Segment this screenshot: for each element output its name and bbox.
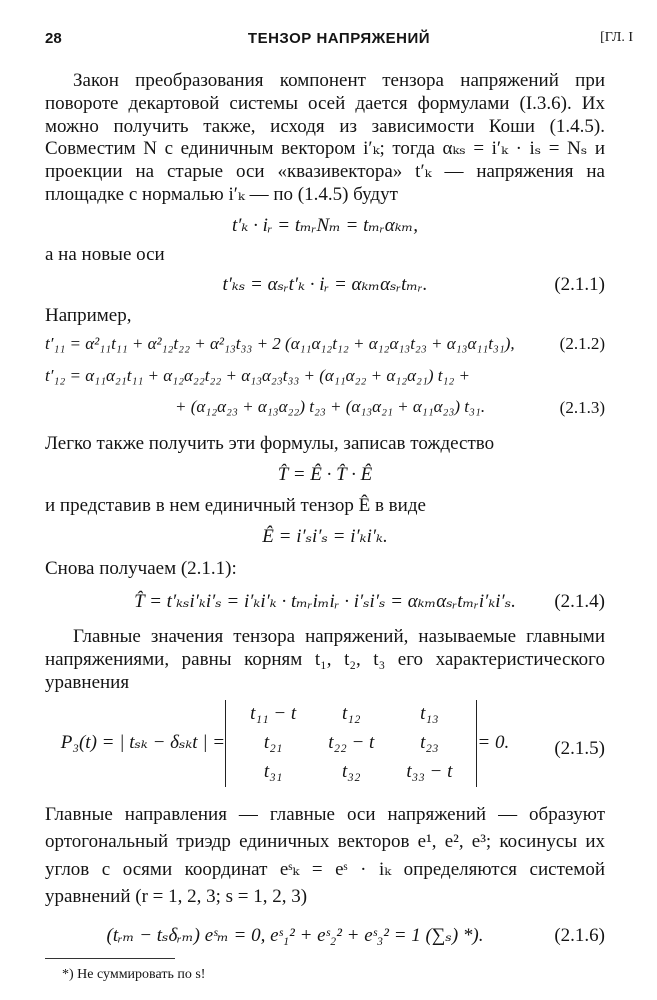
paragraph-4: Легко также получить эти формулы, записав тождество xyxy=(45,433,495,455)
equation-2-1-5-rhs: = 0. xyxy=(477,732,510,754)
equation-identity: T̂ = Ê · T̂ · Ê xyxy=(277,463,373,485)
equation-2-1-4-number: (2.1.4) xyxy=(554,591,605,613)
equation-projection: t′ₖ · iᵣ = tₘᵣNₘ = tₘᵣαₖₘ, xyxy=(231,214,419,236)
page-body xyxy=(45,70,605,948)
det-cell: t₂₁ xyxy=(263,732,283,754)
equation-2-1-6-body: (tᵣₘ − tₛδᵣₘ) eˢₘ = 0, eˢ₁² + eˢ₂² + eˢ₃² = 1 (∑ₛ) *). xyxy=(106,924,484,946)
equation-2-1-1-number: (2.1.1) xyxy=(554,274,605,296)
equation-2-1-5-number: (2.1.5) xyxy=(554,738,605,760)
det-cell: t₃₁ xyxy=(263,760,283,782)
equation-2-1-6-number: (2.1.6) xyxy=(554,924,605,946)
running-title: ТЕНЗОР НАПРЯЖЕНИЙ xyxy=(247,30,431,47)
equation-2-1-2-number: (2.1.2) xyxy=(559,333,605,353)
equation-2-1-5 xyxy=(45,700,605,786)
paragraph-8: Главные направления — главные оси напряжений — образуют ортогональный триэдр единичных векторов e¹, e², e³; косинусы их углов с осями координат eˢₖ = eˢ · iₖ определяются системой уравнений (r = 1, 2, 3; s = 1, 2, 3) xyxy=(45,803,605,908)
det-cell: t₁₃ xyxy=(420,703,439,725)
det-cell: t₃₃ − t xyxy=(406,760,453,782)
page-number: 28 xyxy=(45,30,62,47)
equation-2-1-3-line-2: + (α₁₂α₂₃ + α₁₃α₂₂) t₂₃ + (α₁₃α₂₁ + α₁₁α₂₃) t₃₁. xyxy=(175,396,486,416)
equation-2-1-1 xyxy=(45,274,605,297)
equation-2-1-4 xyxy=(45,591,605,614)
equation-unit-tensor: Ê = i′ₛi′ₛ = i′ₖi′ₖ. xyxy=(262,525,388,547)
paragraph-1: Закон преобразования компонент тензора напряжений при повороте декартовой системы осей дается формулами (I.3.6). Их можно получить также, исходя из зависимости Коши (1.4.5). Совместим N с единичным вектором i′ₖ; тогда αₖₛ = i′ₖ · iₛ = Nₛ и проекции на старые оси «квазивектора» t′ₖ — напряжения на площадке с нормалью i′ₖ — по (1.4.5) будут xyxy=(45,70,605,205)
det-cell: t₂₂ − t xyxy=(328,732,375,754)
paragraph-7: Главные значения тензора напряжений, называемые главными напряжениями, равны корням t₁, t₂, t₃ его характеристического уравнения xyxy=(45,625,605,693)
paragraph-2: а на новые оси xyxy=(45,243,165,265)
equation-2-1-5-lhs: P₃(t) = | tₛₖ − δₛₖt | = xyxy=(60,732,226,754)
footnote: *) Не суммировать по s! xyxy=(62,967,206,982)
equation-2-1-1-body: t′ₖₛ = αₛᵣt′ₖ · iᵣ = αₖₘαₛᵣtₘᵣ. xyxy=(222,274,428,296)
equation-2-1-2 xyxy=(45,334,605,354)
paragraph-5: и представив в нем единичный тензор Ê в виде xyxy=(45,494,426,516)
equation-2-1-3-number: (2.1.3) xyxy=(559,398,605,418)
paragraph-6: Снова получаем (2.1.1): xyxy=(45,558,237,580)
footnote-rule xyxy=(45,958,175,959)
equation-2-1-4-body: T̂ = t′ₖₛi′ₖi′ₛ = i′ₖi′ₖ · tₘᵣiₘiᵣ · i′ₛi′ₛ = αₖₘαₛᵣtₘᵣi′ₖi′ₛ. xyxy=(134,591,516,613)
determinant-matrix xyxy=(225,700,477,786)
det-cell: t₂₃ xyxy=(420,732,439,754)
section-marker: [ГЛ. I xyxy=(600,30,633,45)
equation-2-1-6 xyxy=(45,925,605,948)
det-cell: t₁₁ − t xyxy=(250,703,297,725)
equation-2-1-3 xyxy=(45,366,605,417)
det-cell: t₃₂ xyxy=(342,760,361,782)
equation-2-1-2-body: t′₁₁ = α²₁₁t₁₁ + α²₁₂t₂₂ + α²₁₃t₃₃ + 2 (α₁₁α₁₂t₁₂ + α₁₂α₁₃t₂₃ + α₁₃α₁₁t₃₁), xyxy=(45,333,515,353)
det-cell: t₁₂ xyxy=(342,703,361,725)
page-header xyxy=(45,26,633,52)
paragraph-3: Например, xyxy=(45,305,132,327)
equation-2-1-3-line-1: t′₁₂ = α₁₁α₂₁t₁₁ + α₁₂α₂₂t₂₂ + α₁₃α₂₃t₃₃ + (α₁₁α₂₂ + α₁₂α₂₁) t₁₂ + xyxy=(45,366,471,386)
